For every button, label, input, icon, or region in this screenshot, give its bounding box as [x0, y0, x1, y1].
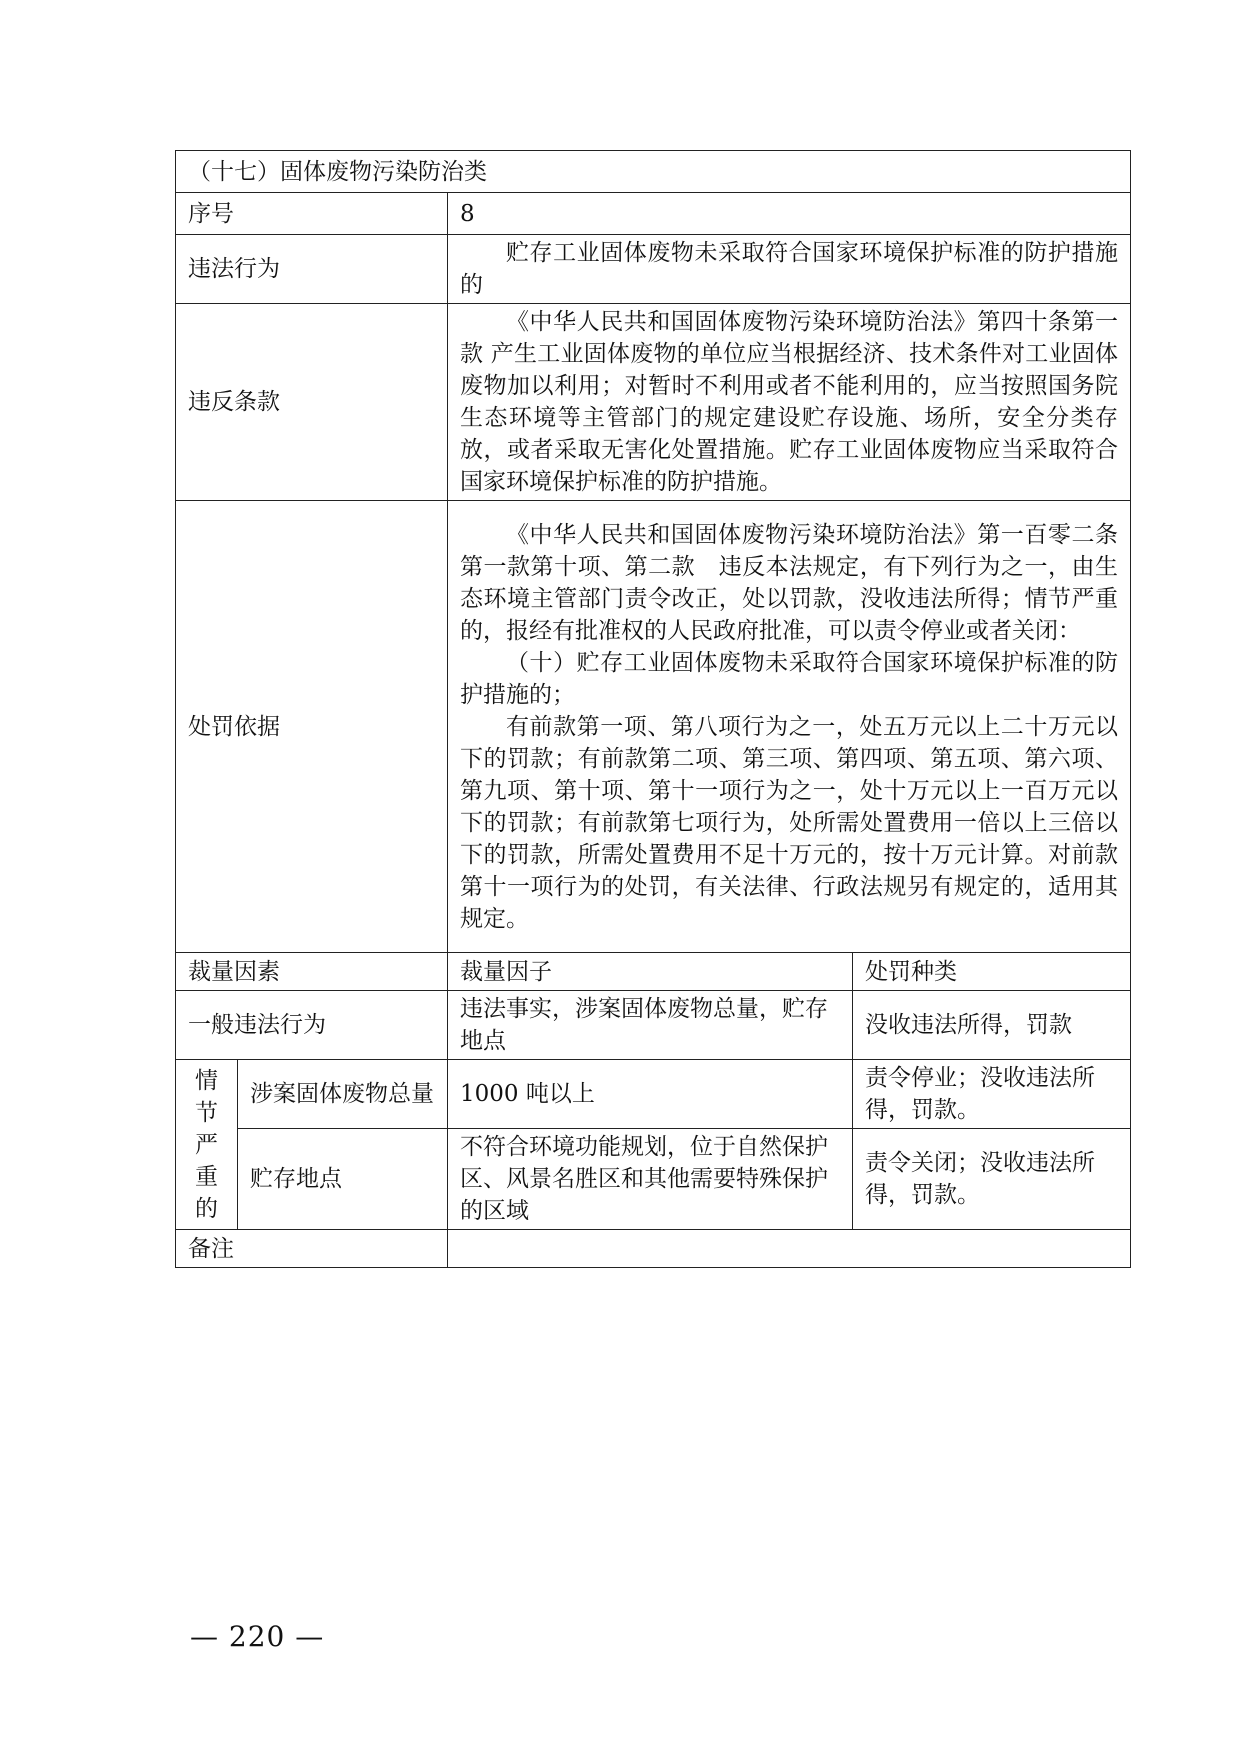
- serious-label: [176, 1060, 238, 1230]
- clause-label: 违反条款: [176, 304, 448, 501]
- serious-label-char: 重: [195, 1163, 218, 1190]
- basis-paragraph: 《中华人民共和国固体废物污染环境防治法》第一百零二条第一款第十项、第二款 违反本法规定，有下列行为之一，由生态环境主管部门责令改正，处以罚款，没收违法所得；情节严重的，报经有批准权的人民政府批准，可以责令停业或者关闭：: [460, 521, 1118, 644]
- clause-row: [176, 304, 1131, 501]
- page-number: — 220 —: [190, 1620, 325, 1653]
- serial-value: 8: [448, 193, 1131, 235]
- remarks-label: 备注: [176, 1230, 448, 1268]
- serious-factor: 涉案固体废物总量: [238, 1060, 448, 1129]
- violation-row: [176, 235, 1131, 304]
- serious-condition: 不符合环境功能规划，位于自然保护区、风景名胜区和其他需要特殊保护的区域: [448, 1129, 853, 1230]
- general-row: [176, 991, 1131, 1060]
- clause-value: [448, 304, 1131, 501]
- basis-paragraph: （十）贮存工业固体废物未采取符合国家环境保护标准的防护措施的；: [460, 649, 1118, 708]
- general-factor: 违法事实，涉案固体废物总量，贮存地点: [448, 991, 853, 1060]
- general-penalty: 没收违法所得，罚款: [853, 991, 1131, 1060]
- serious-factor: 贮存地点: [238, 1129, 448, 1230]
- serious-label-char: 节: [195, 1099, 218, 1126]
- basis-value: [448, 501, 1131, 953]
- discretion-header-row: [176, 953, 1131, 991]
- section-title-row: [176, 151, 1131, 193]
- factor-header: 裁量因素: [176, 953, 448, 991]
- sub-factor-header: 裁量因子: [448, 953, 853, 991]
- serious-row: [176, 1129, 1131, 1230]
- serious-label-char: 情: [195, 1067, 218, 1094]
- basis-row: [176, 501, 1131, 953]
- basis-paragraph: 有前款第一项、第八项行为之一，处五万元以上二十万元以下的罚款；有前款第二项、第三项、第四项、第五项、第六项、第九项、第十项、第十一项行为之一，处十万元以上一百万元以下的罚款；有前款第七项行为，处所需处置费用一倍以上三倍以下的罚款，所需处置费用不足十万元的，按十万元计算。对前款第十一项行为的处罚，有关法律、行政法规另有规定的，适用其规定。: [460, 713, 1118, 932]
- violation-value: [448, 235, 1131, 304]
- violation-label: 违法行为: [176, 235, 448, 304]
- serious-label-char: 的: [195, 1195, 218, 1222]
- clause-text: 《中华人民共和国固体废物污染环境防治法》第四十条第一款 产生工业固体废物的单位应当根据经济、技术条件对工业固体废物加以利用；对暂时不利用或者不能利用的，应当按照国务院生态环境等主管部门的规定建设贮存设施、场所，安全分类存放，或者采取无害化处置措施。贮存工业固体废物应当采取符合国家环境保护标准的防护措施。: [460, 309, 1118, 495]
- remarks-value: [448, 1230, 1131, 1268]
- penalty-discretion-table: [175, 150, 1131, 1268]
- serial-row: [176, 193, 1131, 235]
- serious-penalty: 责令关闭；没收违法所得，罚款。: [853, 1129, 1131, 1230]
- serious-condition: 1000 吨以上: [448, 1060, 853, 1129]
- penalty-header: 处罚种类: [853, 953, 1131, 991]
- serial-label: 序号: [176, 193, 448, 235]
- serious-penalty: 责令停业；没收违法所得，罚款。: [853, 1060, 1131, 1129]
- serious-row: [176, 1060, 1131, 1129]
- section-title: （十七）固体废物污染防治类: [176, 151, 1131, 193]
- general-label: 一般违法行为: [176, 991, 448, 1060]
- remarks-row: [176, 1230, 1131, 1268]
- basis-label: 处罚依据: [176, 501, 448, 953]
- serious-label-char: 严: [195, 1131, 218, 1158]
- violation-text: 贮存工业固体废物未采取符合国家环境保护标准的防护措施的: [460, 240, 1118, 298]
